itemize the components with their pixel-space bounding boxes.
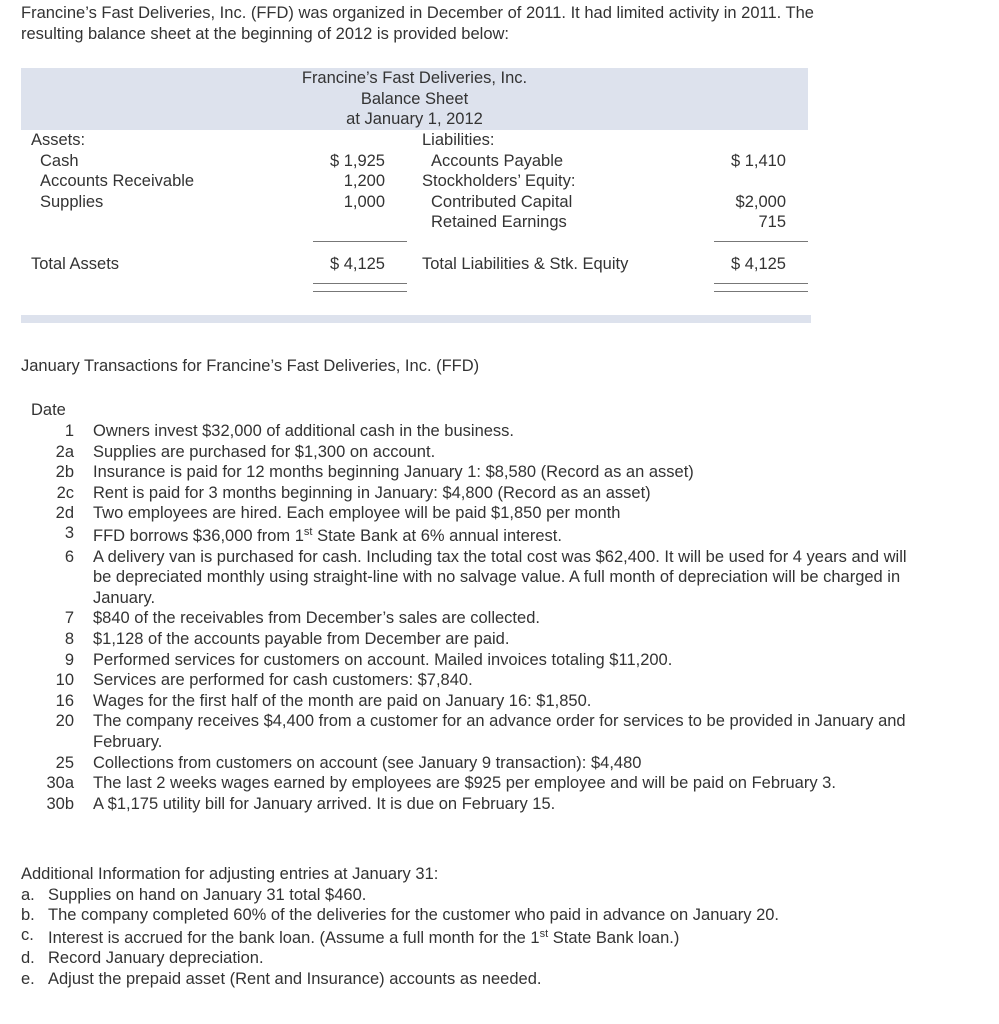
transaction-date: 7 [64,609,74,628]
transaction-text: $1,128 of the accounts payable from December are paid. [93,629,510,648]
transaction-text-part: FFD borrows $36,000 from 1 [93,526,304,545]
item-letter: d. [21,949,35,968]
transaction-text: A delivery van is purchased for cash. Including tax the total cost was $62,400. It will be used for 4 years and will be depreciated monthly using straight-line with no salvage value. A full month of depreciation will be charged in January. [93,547,907,607]
transaction-date: 30a [46,774,74,793]
double-rule-liabilities-top [714,283,808,284]
transaction-text [93,526,911,547]
item-text-part: State Bank loan.) [548,928,680,947]
subtotal-rule-assets [313,241,407,242]
ordinal-suffix: st [303,525,313,538]
transaction-text: Services are performed for cash customers: $7,840. [93,671,473,690]
item-letter: e. [21,969,35,988]
asset-value-cash: $ 1,925 [329,152,385,170]
item-letter: c. [21,925,34,944]
ordinal-suffix: st [539,927,549,940]
transaction-text: Two employees are hired. Each employee will be paid $1,850 per month [93,504,621,523]
accounts-payable-value: $ 1,410 [730,152,786,170]
item-letter: a. [21,885,35,904]
total-assets-value: $ 4,125 [329,255,385,273]
subtotal-rule-liabilities [714,241,808,242]
additional-information [21,864,971,990]
balance-sheet-title [21,68,808,130]
transaction-date: 2d [55,504,74,523]
total-liab-equity-value: $ 4,125 [730,255,786,273]
transaction-date: 8 [64,629,74,648]
statement-title: Balance Sheet [360,89,469,108]
statement-date: at January 1, 2012 [346,110,483,129]
item-text: Supplies on hand on January 31 total $460. [48,885,367,904]
asset-label-receivable: Accounts Receivable [40,172,195,190]
transaction-date: 30b [46,794,74,813]
intro-paragraph [21,3,971,44]
transaction-text: Insurance is paid for 12 months beginning January 1: $8,580 (Record as an asset) [93,463,694,482]
transaction-date: 3 [64,523,74,542]
double-rule-assets-top [313,283,407,284]
contributed-capital-value: $2,000 [735,193,786,211]
transaction-row [21,629,961,650]
transaction-text: Owners invest $32,000 of additional cash in the business. [93,422,515,440]
transaction-text: The company receives $4,400 from a customer for an advance order for services to be provided in January and February. [93,712,906,751]
transaction-date: 1 [64,422,74,440]
transaction-text: Rent is paid for 3 months beginning in January: $4,800 (Record as an asset) [93,483,651,502]
double-rule-assets-bottom [313,291,407,292]
transaction-row [21,650,961,671]
item-letter: b. [21,906,35,925]
transaction-row [21,421,961,442]
transaction-row [21,608,961,629]
contributed-capital-label: Contributed Capital [431,193,573,211]
transaction-row [21,442,961,463]
transactions-list [21,421,961,814]
transaction-date: 2a [55,442,74,461]
accounts-payable-label: Accounts Payable [431,152,564,170]
additional-title: Additional Information for adjusting entries at January 31: [21,865,439,883]
transaction-row [21,462,961,483]
retained-earnings-value: 715 [758,213,786,231]
transaction-date: 2b [55,463,74,482]
balance-sheet-footer-band [21,315,811,323]
asset-value-receivable: 1,200 [343,172,385,190]
transaction-date: 25 [55,753,74,772]
transaction-text: Supplies are purchased for $1,300 on account. [93,442,436,461]
transaction-text: A $1,175 utility bill for January arrived. It is due on February 15. [93,794,556,813]
item-text-part: Interest is accrued for the bank loan. (Assume a full month for the 1 [48,928,540,947]
asset-label-supplies: Supplies [40,193,104,211]
intro-line: resulting balance sheet at the beginning of 2012 is provided below: [21,24,510,43]
total-assets-label: Total Assets [31,255,120,273]
transaction-row [21,691,961,712]
additional-item [21,969,971,990]
double-rule-liabilities-bottom [714,291,808,292]
transaction-row [21,523,961,547]
transaction-text: Collections from customers on account (see January 9 transaction): $4,480 [93,753,642,772]
retained-earnings-label: Retained Earnings [431,213,567,231]
liabilities-label: Liabilities: [422,131,495,149]
transaction-row [21,547,961,609]
item-text: Adjust the prepaid asset (Rent and Insurance) accounts as needed. [48,969,542,988]
item-text [48,928,679,949]
company-name: Francine’s Fast Deliveries, Inc. [301,69,528,87]
transaction-date: 10 [55,671,74,690]
transaction-row [21,711,961,752]
transaction-date: 6 [64,547,74,566]
date-column-header: Date [31,401,66,419]
additional-item [21,885,971,906]
transaction-date: 20 [55,712,74,731]
transactions-title: January Transactions for Francine’s Fast Deliveries, Inc. (FFD) [21,357,480,375]
transaction-text: Wages for the first half of the month are paid on January 16: $1,850. [93,691,592,710]
transaction-date: 16 [55,691,74,710]
additional-item [21,948,971,969]
item-text: The company completed 60% of the deliveries for the customer who paid in advance on January 20. [48,906,780,925]
transaction-row [21,670,961,691]
additional-item [21,905,971,926]
intro-line: Francine’s Fast Deliveries, Inc. (FFD) was organized in December of 2011. It had limited activity in 2011. The [21,4,814,22]
transaction-text: Performed services for customers on account. Mailed invoices totaling $11,200. [93,650,673,669]
transaction-row [21,753,961,774]
transaction-text: The last 2 weeks wages earned by employees are $925 per employee and will be paid on February 3. [93,774,836,793]
item-text: Record January depreciation. [48,949,264,968]
transaction-text: $840 of the receivables from December’s sales are collected. [93,609,540,628]
total-liab-equity-label: Total Liabilities & Stk. Equity [422,255,629,273]
transaction-row [21,773,961,794]
asset-value-supplies: 1,000 [343,193,385,211]
transaction-row [21,483,961,504]
equity-label: Stockholders’ Equity: [422,172,576,190]
transaction-text-part: State Bank at 6% annual interest. [312,526,562,545]
transaction-row [21,794,961,815]
transaction-date: 2c [56,483,74,502]
assets-label: Assets: [31,131,86,149]
transaction-date: 9 [64,650,74,669]
asset-label-cash: Cash [40,152,79,170]
additional-item [21,925,971,949]
transaction-row [21,503,961,524]
